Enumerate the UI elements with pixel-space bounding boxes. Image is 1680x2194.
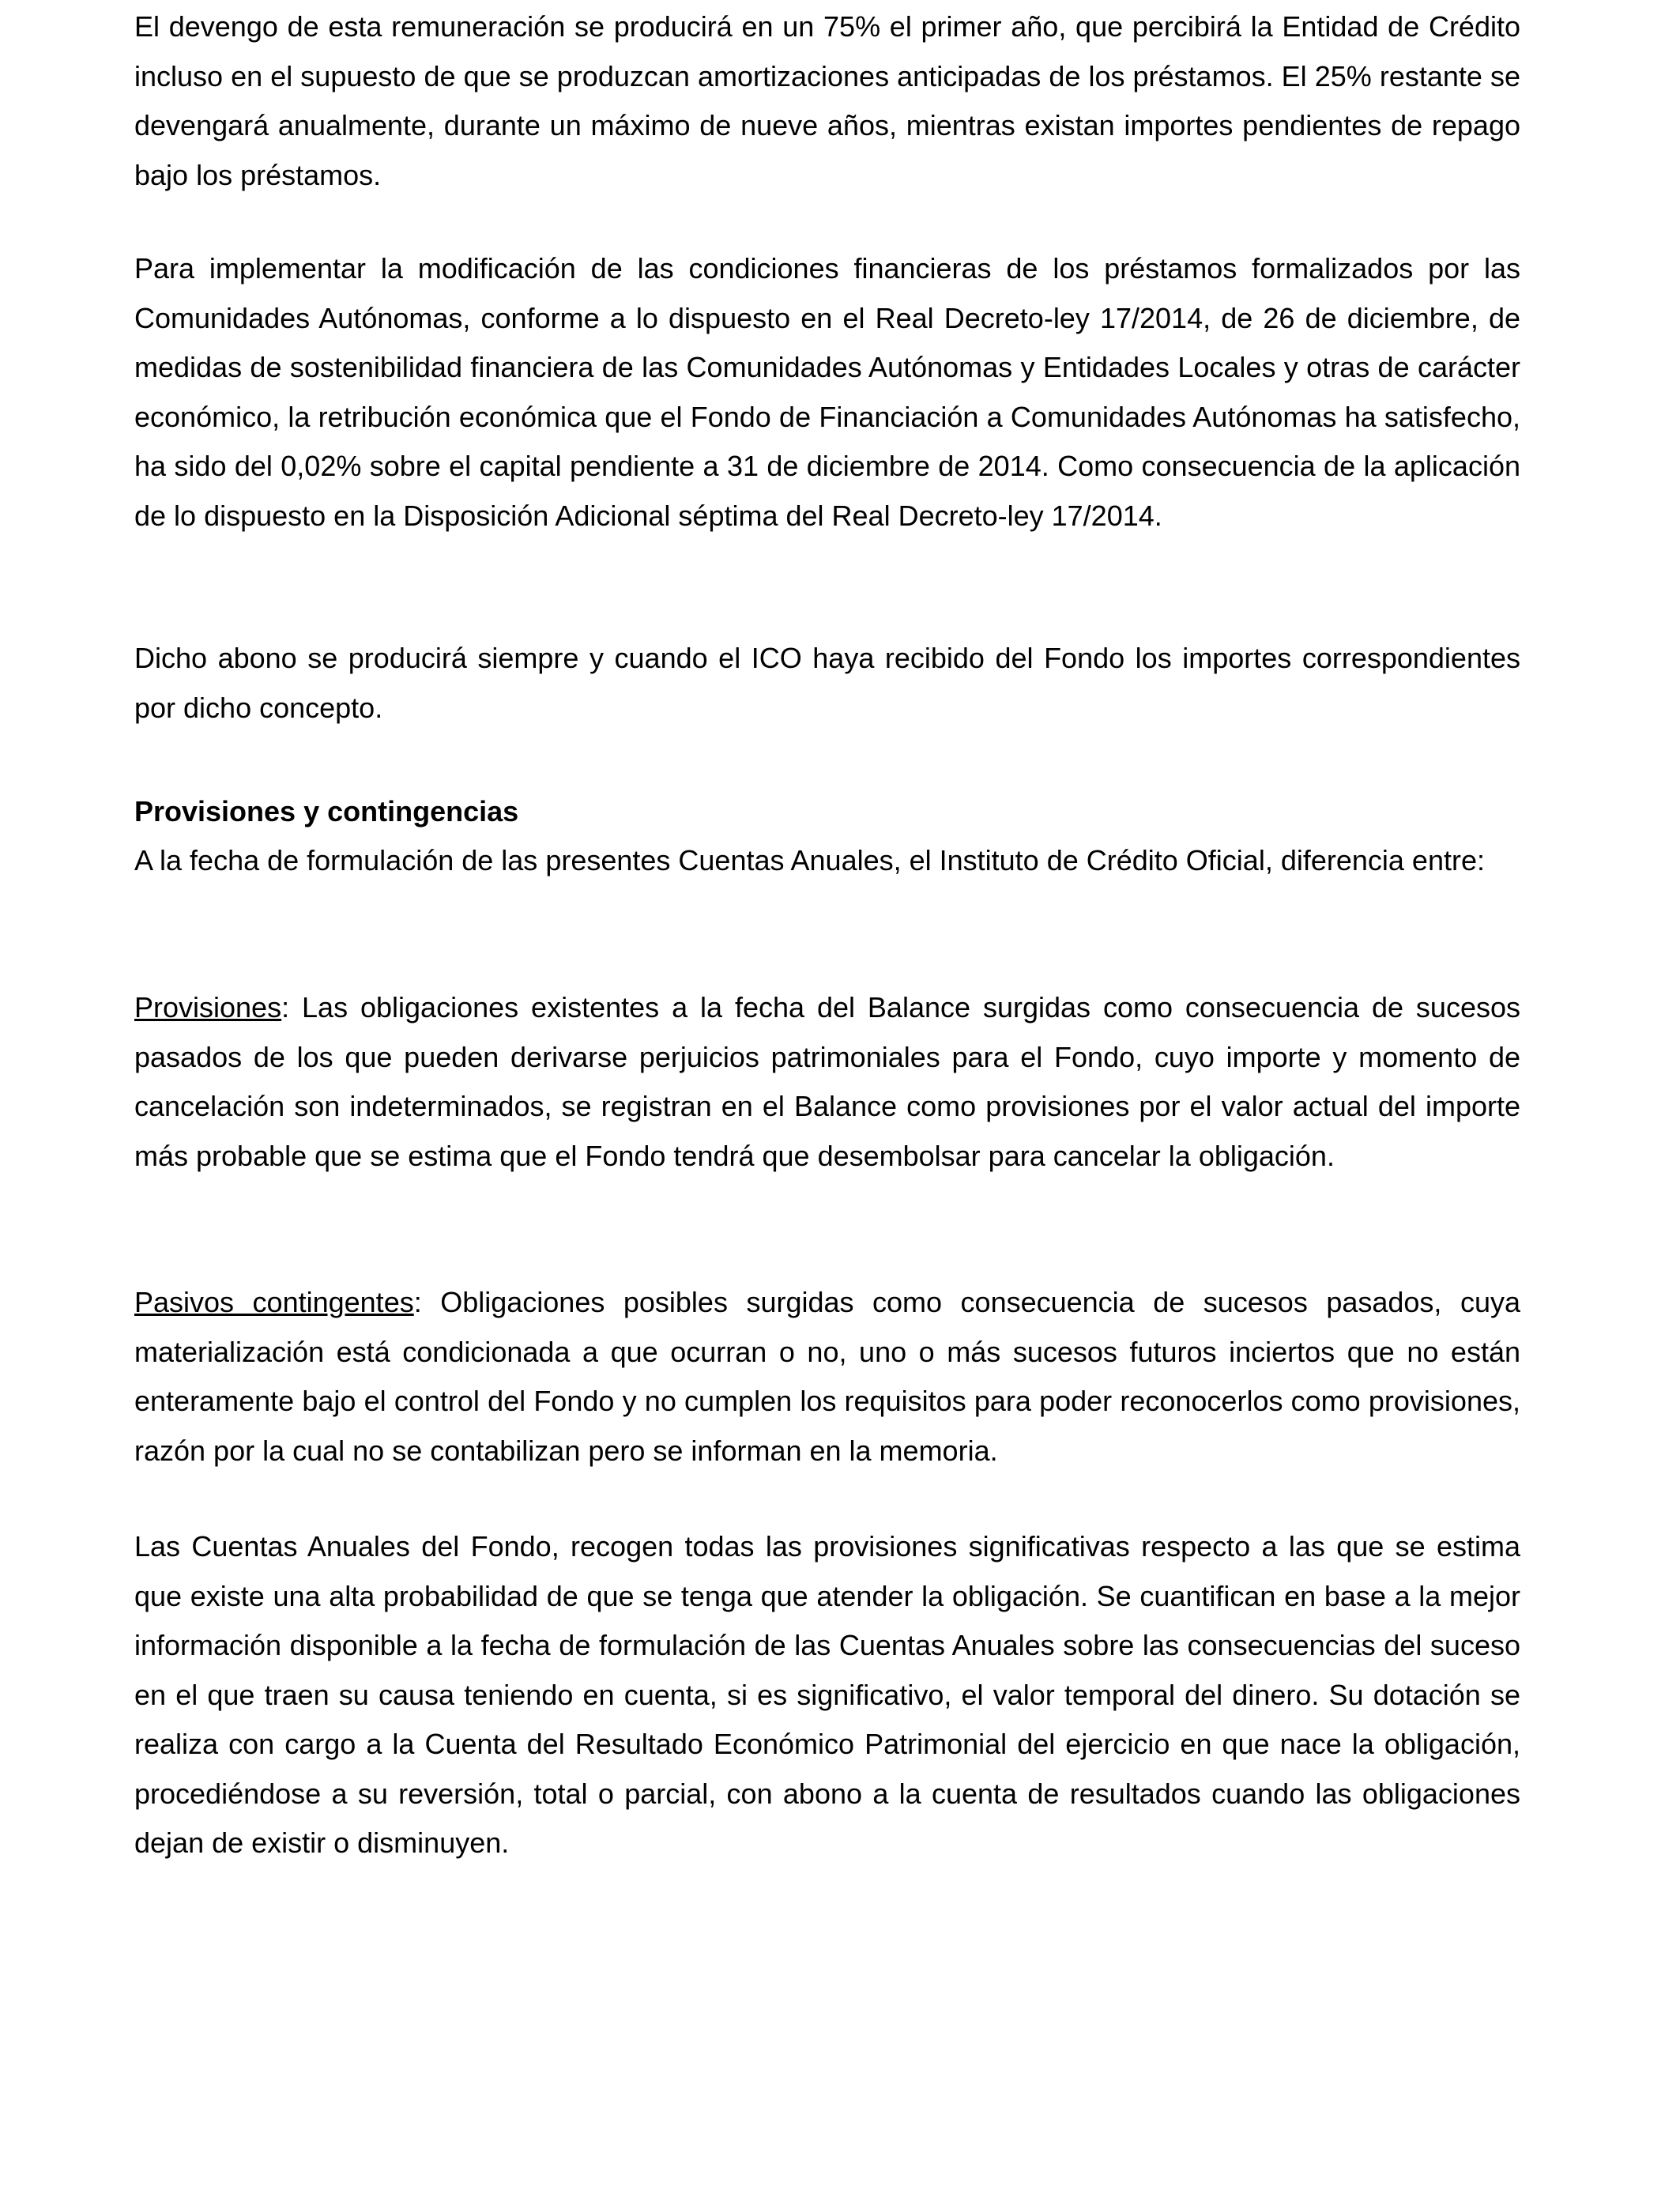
- provisiones-definition: : Las obligaciones existentes a la fecha del Balance surgidas como consecuencia de sucesos pasados de los que pueden derivarse perjuicios patrimoniales para el Fondo, cuyo importe y momento de cancelación son indeterminados, se registran en el Balance como provisiones por el valor actual del importe más probable que se estima que el Fondo tendrá que desembolsar para cancelar la obligación.: [134, 991, 1520, 1172]
- paragraph-abono: Dicho abono se producirá siempre y cuando el ICO haya recibido del Fondo los importes correspondientes por dicho concepto.: [134, 642, 1520, 724]
- paragraph-diferencia: A la fecha de formulación de las presentes Cuentas Anuales, el Instituto de Crédito Oficial, diferencia entre:: [134, 844, 1485, 876]
- paragraph-modificacion-condiciones: Para implementar la modificación de las condiciones financieras de los préstamos formalizados por las Comunidades Autónomas, conforme a lo dispuesto en el Real Decreto-ley 17/2014, de 26 de diciembre, de medidas de sostenibilidad financiera de las Comunidades Autónomas y Entidades Locales y otras de carácter económico, la retribución económica que el Fondo de Financiación a Comunidades Autónomas ha satisfecho, ha sido del 0,02% sobre el capital pendiente a 31 de diciembre de 2014. Como consecuencia de la aplicación de lo dispuesto en la Disposición Adicional séptima del Real Decreto-ley 17/2014.: [134, 252, 1520, 532]
- paragraph-pasivos-contingentes: [134, 1278, 1520, 1476]
- document-page: [134, 0, 1520, 2194]
- paragraph-cuentas-anuales: Las Cuentas Anuales del Fondo, recogen todas las provisiones significativas respecto a las que se estima que existe una alta probabilidad de que se tenga que atender la obligación. Se cuantifican en base a la mejor información disponible a la fecha de formulación de las Cuentas Anuales sobre las consecuencias del suceso en el que traen su causa teniendo en cuenta, si es significativo, el valor temporal del dinero. Su dotación se realiza con cargo a la Cuenta del Resultado Económico Patrimonial del ejercicio en que nace la obligación, procediéndose a su reversión, total o parcial, con abono a la cuenta de resultados cuando las obligaciones dejan de existir o disminuyen.: [134, 1530, 1520, 1859]
- provisiones-term: Provisiones: [134, 991, 282, 1023]
- pasivos-contingentes-term: Pasivos contingentes: [134, 1286, 414, 1318]
- pasivos-contingentes-definition: : Obligaciones posibles surgidas como consecuencia de sucesos pasados, cuya materialización está condicionada a que ocurran o no, uno o más sucesos futuros inciertos que no están enteramente bajo el control del Fondo y no cumplen los requisitos para poder reconocerlos como provisiones, razón por la cual no se contabilizan pero se informan en la memoria.: [134, 1286, 1520, 1467]
- paragraph-remuneracion: El devengo de esta remuneración se producirá en un 75% el primer año, que percibirá la Entidad de Crédito incluso en el supuesto de que se produzcan amortizaciones anticipadas de los préstamos. El 25% restante se devengará anualmente, durante un máximo de nueve años, mientras existan importes pendientes de repago bajo los préstamos.: [134, 10, 1520, 191]
- paragraph-provisiones: [134, 983, 1520, 1181]
- section-heading: Provisiones y contingencias: [134, 795, 519, 827]
